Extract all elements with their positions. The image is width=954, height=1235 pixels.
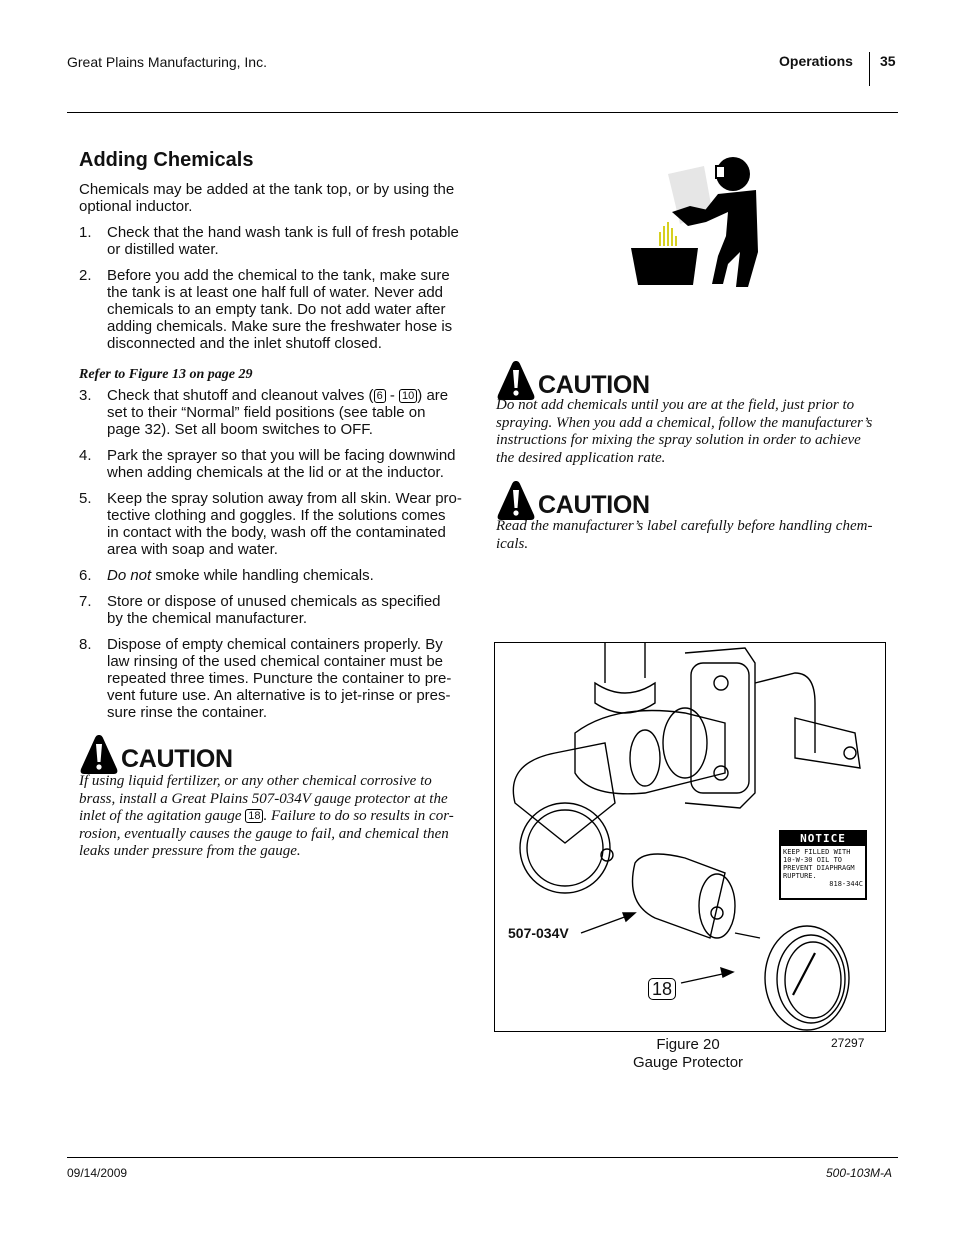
- callout-ref: 6: [374, 389, 386, 403]
- footer-date: 09/14/2009: [67, 1166, 128, 1180]
- header-rule: [67, 112, 898, 113]
- section-title: Adding Chemicals: [79, 149, 254, 171]
- callout-ref: 10: [399, 389, 417, 403]
- caution-heading: [496, 479, 696, 523]
- notice-title: NOTICE: [781, 832, 865, 846]
- figure-reference: Refer to Figure 13 on page 29: [79, 367, 253, 382]
- callout-ref: 18: [245, 809, 263, 823]
- caution-text: If using liquid fertilizer, or any other chemical corrosive to brass, install a Great Plains 507-034V gauge protector at the inlet of the agitation gauge 18 . Failure to do so results in cor- rosion, eventually causes the gauge to fail, and chemical then leaks under pressure from the gauge.: [79, 773, 454, 859]
- caution-text: Do not add chemicals until you are at the field, just prior to spraying. When you add a chemical, follow the manufacturer’s instructions for mixing the spray solution in order to achieve the desired application rate.: [496, 397, 873, 466]
- figure-caption: Figure 20 Gauge Protector: [632, 1036, 744, 1071]
- caution-text: Read the manufacturer’s label carefully before handling chem- icals.: [496, 518, 873, 552]
- warning-triangle-icon: [496, 479, 536, 521]
- footer-rule: [67, 1157, 898, 1158]
- figure-20: [494, 642, 886, 1032]
- caution-label: CAUTION: [538, 491, 650, 519]
- caution-label: CAUTION: [121, 745, 233, 773]
- caution-heading: [79, 733, 279, 777]
- intro-paragraph: Chemicals may be added at the tank top, or by using the optional inductor.: [79, 181, 455, 215]
- warning-triangle-icon: [79, 733, 119, 775]
- chemical-handling-pictogram: [628, 152, 760, 290]
- part-label: 507-034V: [508, 925, 569, 941]
- footer-doc-number: 500-103M-A: [826, 1166, 893, 1180]
- page-number: 35: [880, 53, 896, 69]
- header-section: Operations: [779, 53, 853, 69]
- figure-number: 27297: [831, 1036, 865, 1050]
- warning-triangle-icon: [496, 359, 536, 401]
- caution-label: CAUTION: [538, 371, 650, 399]
- callout-18: 18: [648, 978, 676, 1000]
- header-divider: [869, 52, 870, 86]
- header-company: Great Plains Manufacturing, Inc.: [67, 54, 267, 70]
- notice-decal: NOTICE KEEP FILLED WITH 10-W-30 OIL TO PREVENT DIAPHRAGM RUPTURE. 818-344C: [779, 830, 867, 900]
